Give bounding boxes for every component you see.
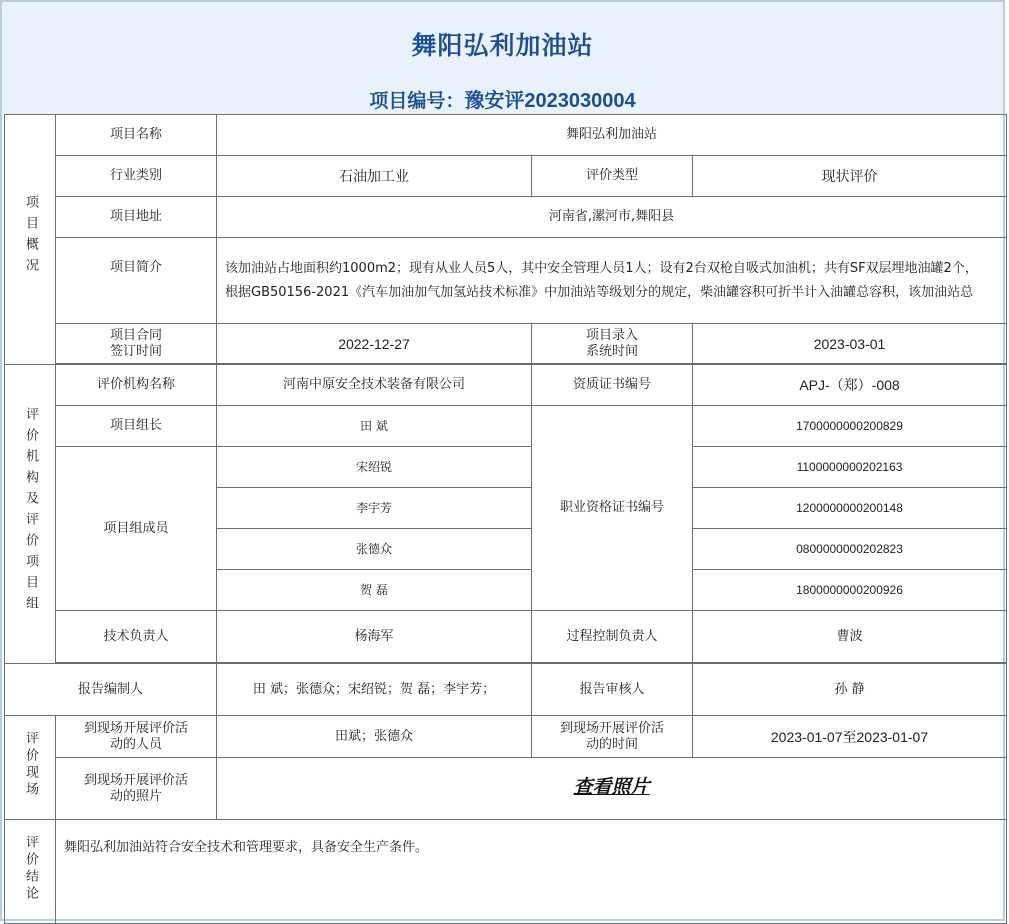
table-row [5, 365, 1007, 406]
label-tech-lead: 技术负责人 [56, 611, 217, 663]
value-report-author: 田 斌；张德众；宋绍锐；贺 磊；李宇芳； [217, 664, 532, 716]
table-row [5, 447, 1007, 488]
section-label-agency: 评价机构及评价项目组 [5, 365, 56, 664]
value-address: 河南省,漯河市,舞阳县 [217, 197, 1007, 238]
project-code-label: 项目编号： [369, 90, 465, 112]
label-report-author: 报告编制人 [5, 664, 217, 716]
value-industry: 石油加工业 [217, 156, 532, 197]
section-label-conclusion: 评价结论 [5, 820, 56, 924]
value-project-name: 舞阳弘利加油站 [217, 115, 1007, 156]
project-code-value: 豫安评2023030004 [464, 90, 636, 112]
table-row [5, 716, 1007, 758]
value-eval-type: 现状评价 [693, 156, 1007, 197]
value-site-people: 田斌；张德众 [217, 716, 532, 758]
table-row [5, 115, 1007, 156]
page-title: 舞阳弘利加油站 [411, 31, 594, 60]
label-leader: 项目组长 [56, 406, 217, 447]
table-row [5, 758, 1007, 820]
table-row [5, 406, 1007, 447]
view-photos-link[interactable]: 查看照片 [573, 776, 650, 798]
value-org: 河南中原安全技术装备有限公司 [217, 365, 532, 406]
intro-line-1: 该加油站占地面积约1000m2；现有从业人员5人，其中安全管理人员1人；设有2台双枪自吸式加油机；共有SF双层埋地油罐2个， [225, 260, 978, 276]
label-site-photos: 到现场开展评价活动的照片 [56, 758, 217, 820]
photo-cell [217, 758, 1007, 820]
page-header [2, 2, 1003, 114]
member-cert: 0800000000202823 [693, 529, 1007, 570]
value-site-time: 2023-01-07至2023-01-07 [693, 716, 1007, 758]
member-name: 张德众 [217, 529, 532, 570]
label-project-name: 项目名称 [56, 115, 217, 156]
value-contract-time: 2022-12-27 [217, 324, 532, 364]
value-process-lead: 曹波 [693, 611, 1007, 663]
label-intro: 项目简介 [56, 238, 217, 324]
table-row [5, 238, 1007, 324]
value-leader: 田 斌 [217, 406, 532, 447]
project-info-table [4, 114, 1007, 924]
value-report-reviewer: 孙 静 [693, 664, 1007, 716]
label-entry-time: 项目录入系统时间 [532, 324, 693, 364]
project-code [2, 84, 1003, 113]
table-row [5, 324, 1007, 364]
label-address: 项目地址 [56, 197, 217, 238]
conclusion-text: 舞阳弘利加油站符合安全技术和管理要求，具备安全生产条件。 [56, 820, 1007, 924]
label-cert: 资质证书编号 [532, 365, 693, 406]
label-qualification: 职业资格证书编号 [532, 406, 693, 611]
label-industry: 行业类别 [56, 156, 217, 197]
member-name: 宋绍锐 [217, 447, 532, 488]
member-cert: 1100000000202163 [693, 447, 1007, 488]
value-cert: APJ-（郑）-008 [693, 365, 1007, 406]
table-row [5, 156, 1007, 197]
value-tech-lead: 杨海军 [217, 611, 532, 663]
table-row [5, 820, 1007, 924]
section-label-overview: 项目概况 [5, 115, 56, 365]
value-intro [217, 238, 1007, 324]
member-name: 贺 磊 [217, 570, 532, 611]
table-row [5, 611, 1007, 663]
member-cert: 1200000000200148 [693, 488, 1007, 529]
label-members: 项目组成员 [56, 447, 217, 611]
label-contract-time: 项目合同签订时间 [56, 324, 217, 364]
label-org: 评价机构名称 [56, 365, 217, 406]
value-entry-time: 2023-03-01 [693, 324, 1007, 364]
section-label-site: 评价现场 [5, 716, 56, 820]
member-name: 李宇芳 [217, 488, 532, 529]
label-process-lead: 过程控制负责人 [532, 611, 693, 663]
table-row [5, 197, 1007, 238]
label-report-reviewer: 报告审核人 [532, 664, 693, 716]
label-site-time: 到现场开展评价活动的时间 [532, 716, 693, 758]
table-row [5, 664, 1007, 716]
label-eval-type: 评价类型 [532, 156, 693, 197]
label-site-people: 到现场开展评价活动的人员 [56, 716, 217, 758]
intro-line-2: 根据GB50156-2021《汽车加油加气加氢站技术标准》中加油站等级划分的规定，柴油罐容积可折半计入油罐总容积，该加油站总 [225, 284, 974, 300]
value-leader-cert: 1700000000200829 [693, 406, 1007, 447]
member-cert: 1800000000200926 [693, 570, 1007, 611]
